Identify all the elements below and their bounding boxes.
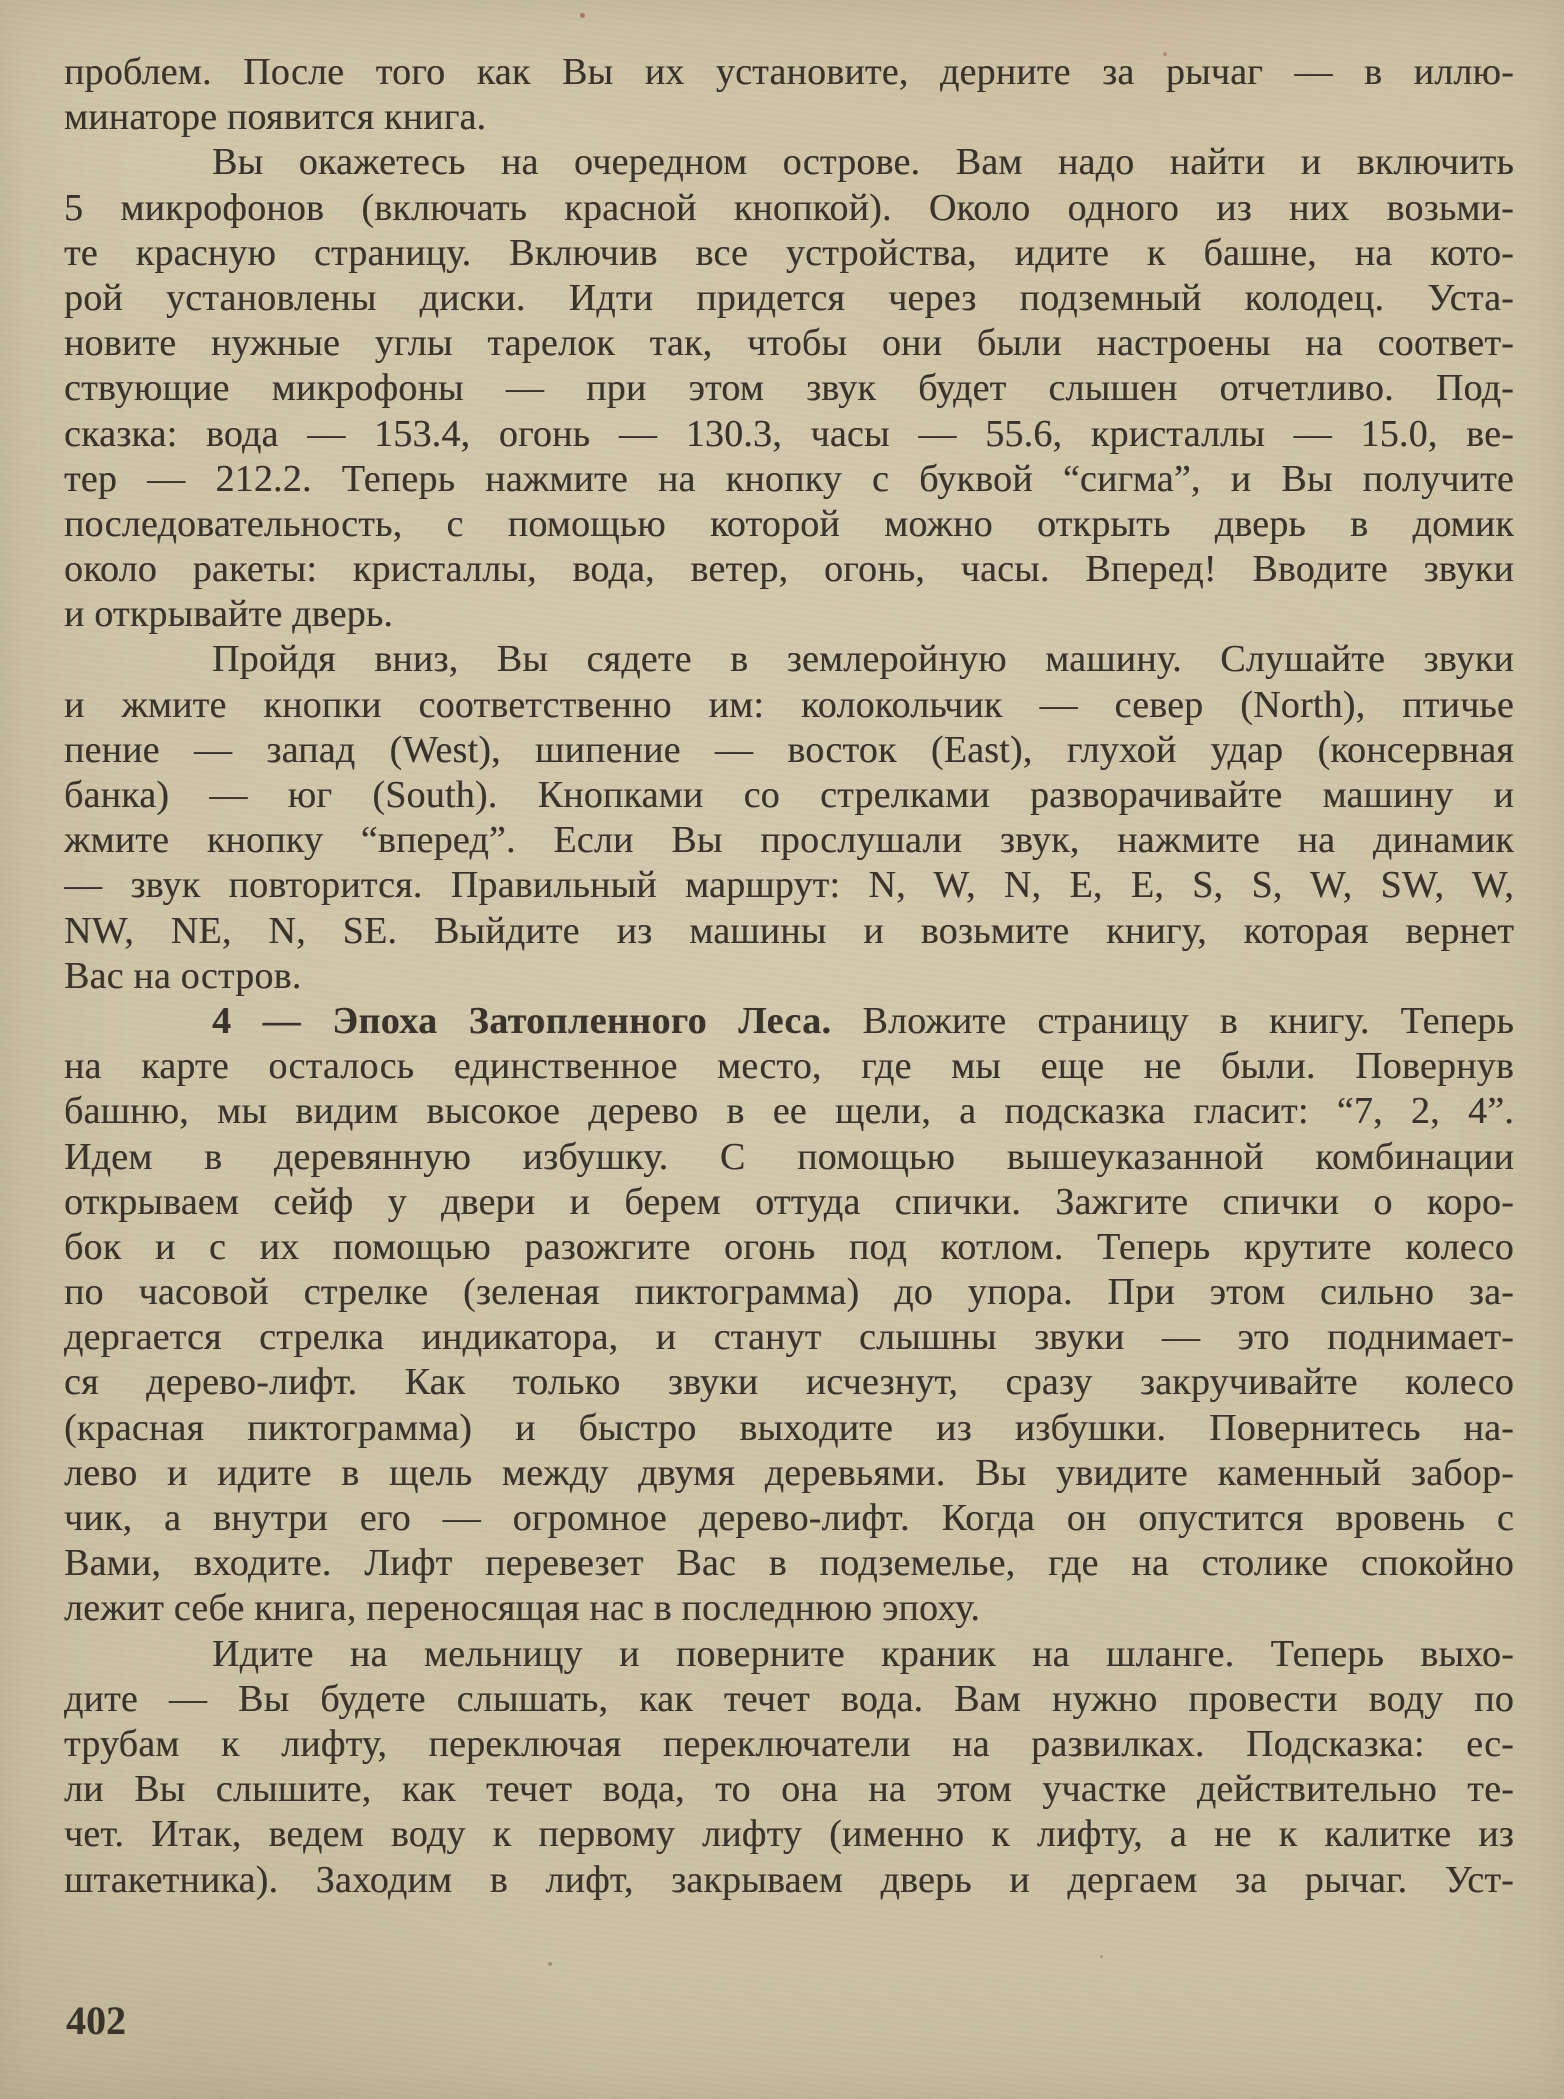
text-line: ствующие микрофоны — при этом звук будет слышен отчетливо. Под- xyxy=(64,367,1514,410)
text-line: банка) — юг (South). Кнопками со стрелками разворачивайте машину и xyxy=(64,774,1514,816)
text-line: минаторе появится книга. xyxy=(64,96,487,139)
text-line: пение — запад (West), шипение — восток (East), глухой удар (консервная xyxy=(64,728,1514,771)
text-line: ся дерево-лифт. Как только звуки исчезнут, сразу закручивайте колесо xyxy=(64,1361,1514,1404)
text-line: около ракеты: кристаллы, вода, ветер, огонь, часы. Вперед! Вводите звуки xyxy=(64,548,1514,591)
text-line: сказка: вода — 153.4, огонь — 130.3, часы — 55.6, кристаллы — 15.0, ве- xyxy=(64,412,1514,455)
text-line: (красная пиктограмма) и быстро выходите из избушки. Повернитесь на- xyxy=(64,1406,1514,1449)
page-text xyxy=(64,50,1514,1903)
text-line: башню, мы видим высокое дерево в ее щели, а подсказка гласит: “7, 2, 4”. xyxy=(64,1090,1514,1133)
text-line: по часовой стрелке (зеленая пиктограмма) до упора. При этом сильно за- xyxy=(64,1271,1514,1314)
paper-speck-icon xyxy=(548,1962,552,1966)
text-line: проблем. После того как Вы их установите, дерните за рычаг — в иллю- xyxy=(64,51,1514,93)
text-line: тер — 212.2. Теперь нажмите на кнопку с буквой “сигма”, и Вы получите xyxy=(64,457,1514,500)
text-line: на карте осталось единственное место, где мы еще не были. Повернув xyxy=(64,1045,1514,1088)
text-line: те красную страницу. Включив все устройства, идите к башне, на кото- xyxy=(64,231,1514,274)
page-number: 402 xyxy=(66,1998,126,2043)
text-line: дергается стрелка индикатора, и станут слышны звуки — это поднимает- xyxy=(64,1316,1514,1359)
text-line: открываем сейф у двери и берем оттуда спички. Зажгите спички о коро- xyxy=(64,1180,1514,1223)
text-line: новите нужные углы тарелок так, чтобы они были настроены на соответ- xyxy=(64,322,1514,365)
text-line: штакетника). Заходим в лифт, закрываем дверь и дергаем за рычаг. Уст- xyxy=(64,1858,1514,1901)
text-line: Вами, входите. Лифт перевезет Вас в подземелье, где на столике спокойно xyxy=(64,1542,1514,1585)
text-line: Вас на остров. xyxy=(64,954,302,997)
text-line: Пройдя вниз, Вы сядете в землеройную машину. Слушайте звуки xyxy=(212,638,1514,681)
text-line: Идите на мельницу и поверните краник на шланге. Теперь выхо- xyxy=(212,1632,1514,1675)
text-line: бок и с их помощью разожгите огонь под котлом. Теперь крутите колесо xyxy=(64,1225,1514,1268)
paper-speck-icon xyxy=(580,13,585,18)
text-line: последовательность, с помощью которой можно открыть дверь в домик xyxy=(64,502,1514,545)
text-line: Вы окажетесь на очередном острове. Вам надо найти и включить xyxy=(212,141,1514,184)
text-line: рой установлены диски. Идти придется через подземный колодец. Уста- xyxy=(64,276,1514,319)
text-line: чет. Итак, ведем воду к первому лифту (именно к лифту, а не к калитке из xyxy=(64,1813,1514,1856)
text-line: NW, NE, N, SE. Выйдите из машины и возьмите книгу, которая вернет xyxy=(64,909,1514,952)
text-line: и открывайте дверь. xyxy=(64,593,394,636)
text-line: лежит себе книга, переносящая нас в последнюю эпоху. xyxy=(64,1587,981,1630)
text-line: дите — Вы будете слышать, как течет вода. Вам нужно провести воду по xyxy=(64,1677,1514,1720)
paper-speck-icon xyxy=(1100,1955,1103,1958)
text-line: лево и идите в щель между двумя деревьями. Вы увидите каменный забор- xyxy=(64,1451,1514,1494)
text-line: — звук повторится. Правильный маршрут: N, W, N, E, E, S, S, W, SW, W, xyxy=(64,864,1514,907)
text-line: и жмите кнопки соответственно им: колокольчик — север (North), птичье xyxy=(64,683,1514,726)
text-line: чик, а внутри его — огромное дерево-лифт. Когда он опустится вровень с xyxy=(64,1497,1514,1539)
text-line: 5 микрофонов (включать красной кнопкой). Около одного из них возьми- xyxy=(64,186,1514,229)
text-line: 4 — Эпоха Затопленного Леса. Вложите страницу в книгу. Теперь xyxy=(212,999,1514,1042)
text-line: ли Вы слышите, как течет вода, то она на этом участке действительно те- xyxy=(64,1768,1514,1811)
text-line: Идем в деревянную избушку. С помощью вышеуказанной комбинации xyxy=(64,1135,1514,1178)
text-line: жмите кнопку “вперед”. Если Вы прослушали звук, нажмите на динамик xyxy=(64,819,1514,862)
section-heading: 4 — Эпоха Затопленного Леса. xyxy=(212,999,832,1042)
text-line: трубам к лифту, переключая переключатели на развилках. Подсказка: ес- xyxy=(64,1722,1514,1765)
